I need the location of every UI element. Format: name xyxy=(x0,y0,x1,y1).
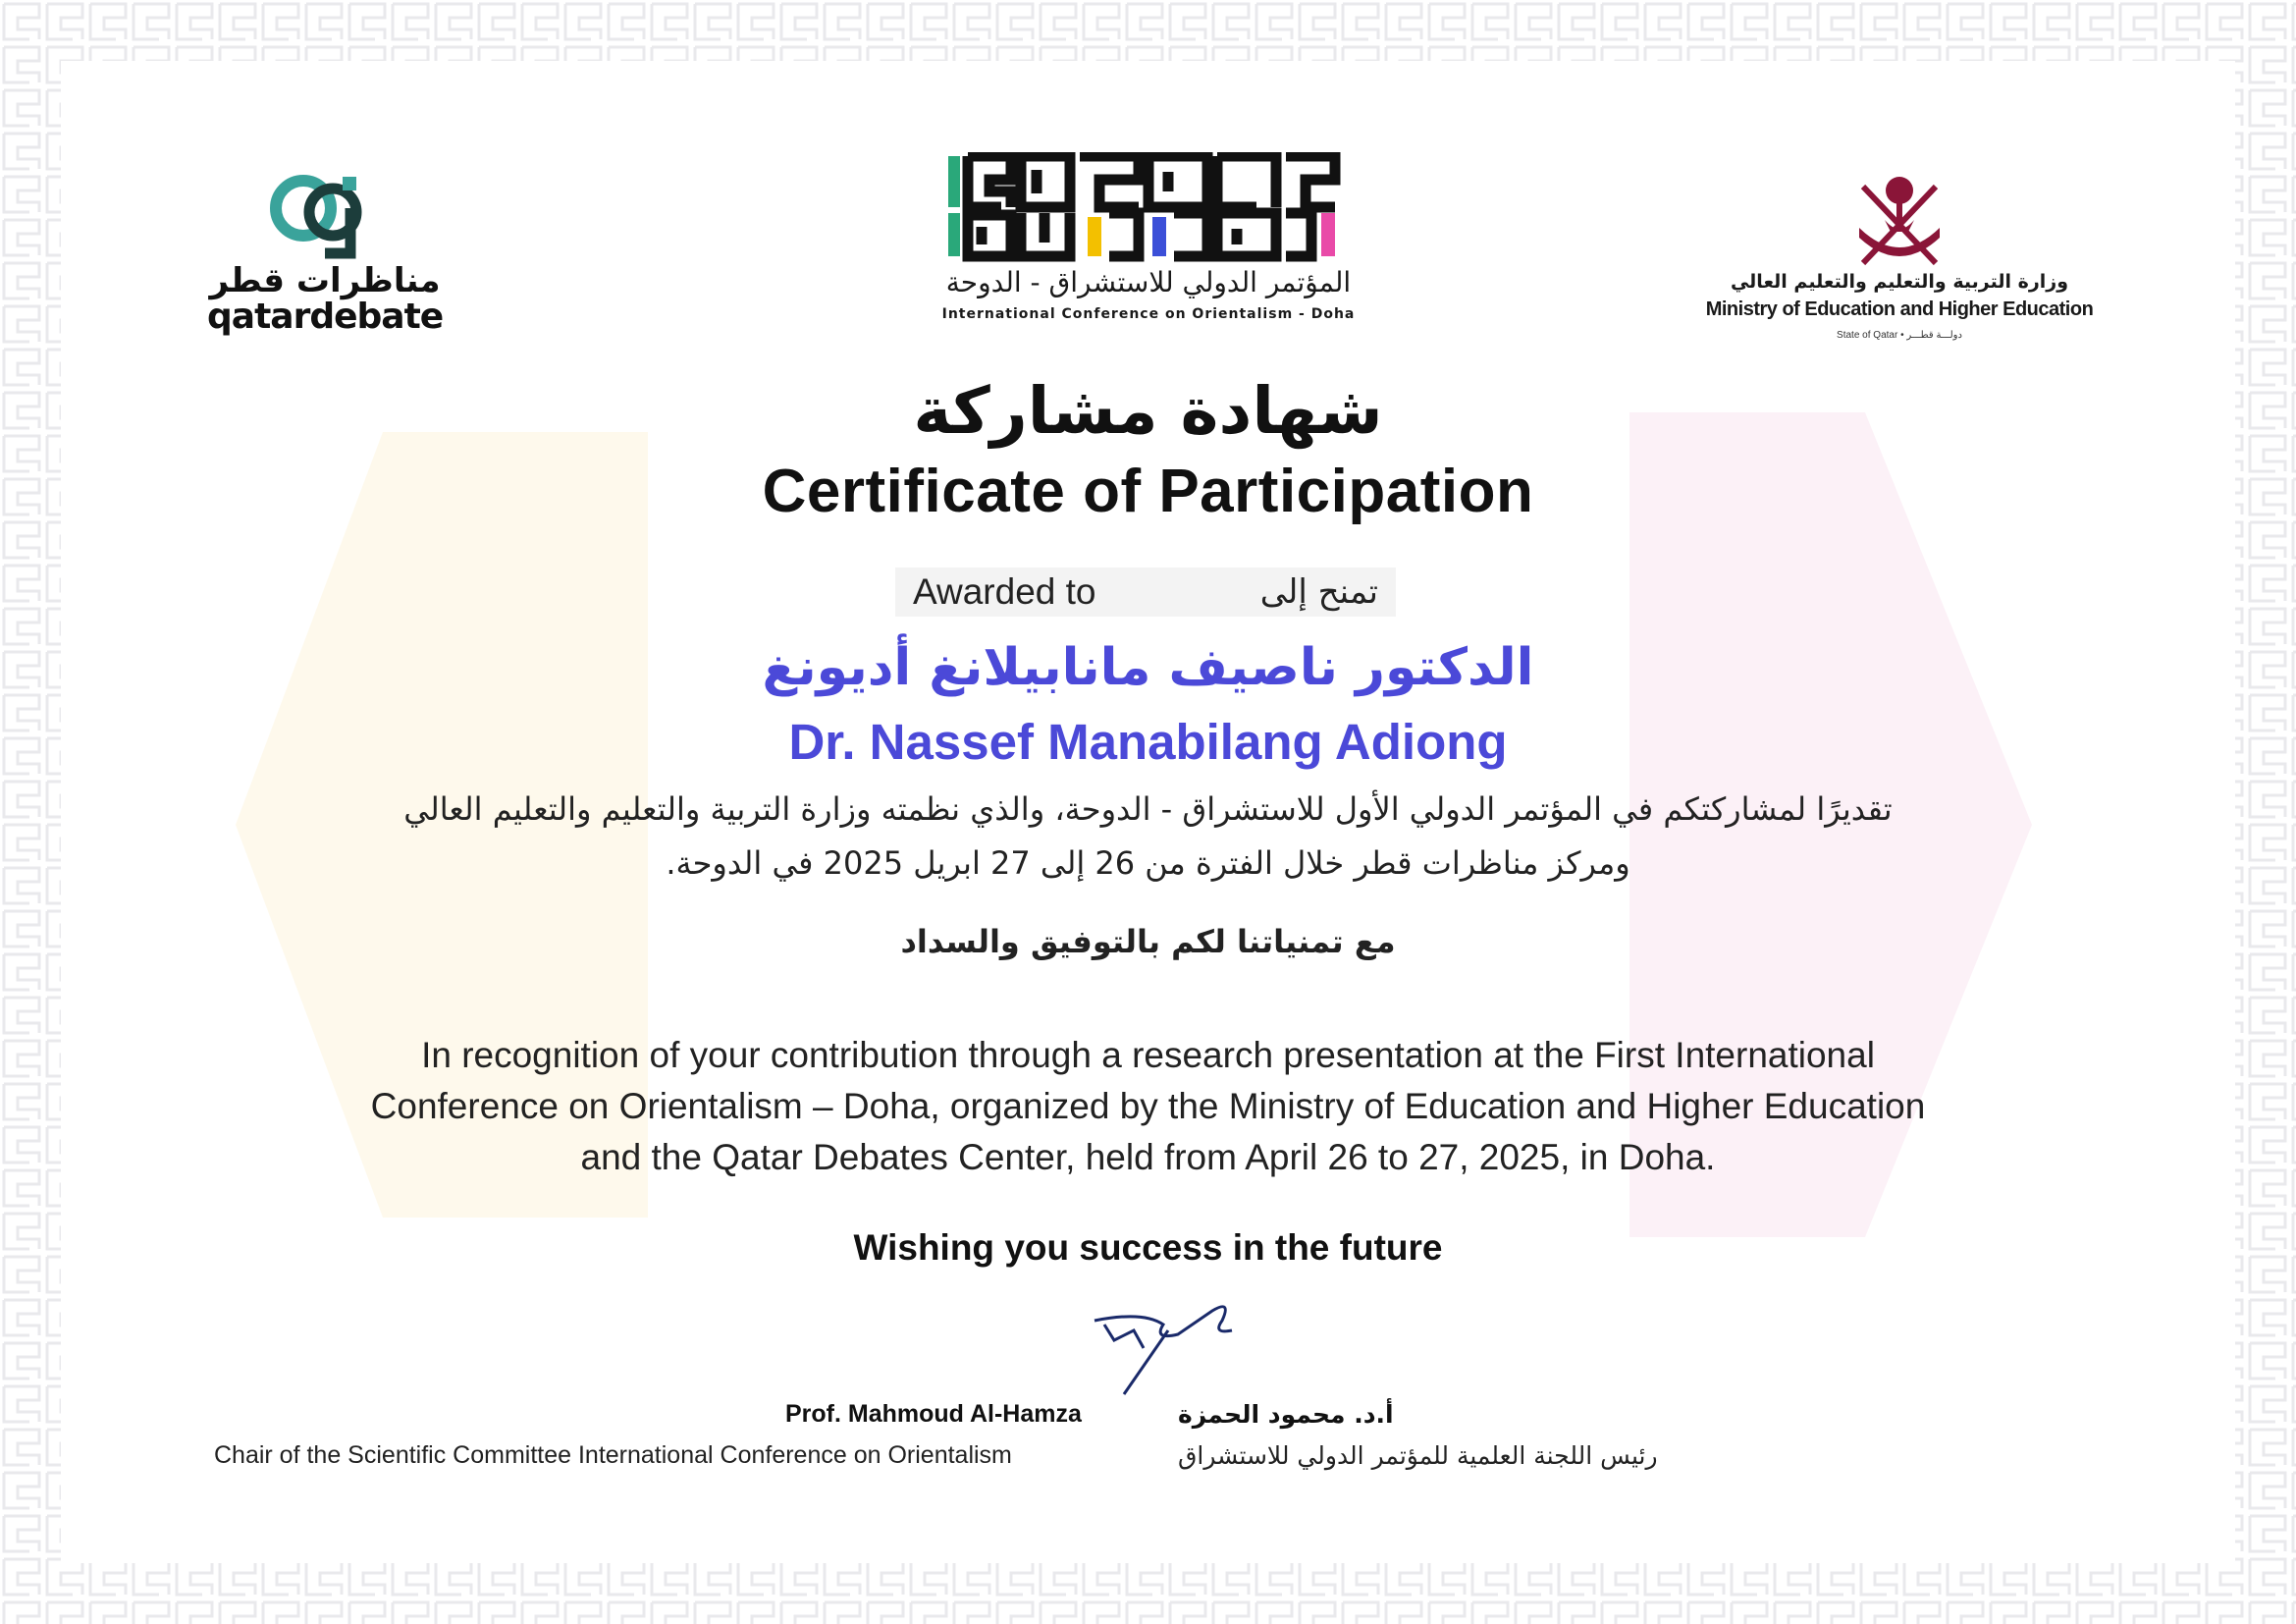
body-english-line1: In recognition of your contribution through a research presentation at the First International xyxy=(421,1035,1875,1075)
signatory-name-arabic: أ.د. محمود الحمزة xyxy=(1178,1400,1394,1429)
recipient-english: Dr. Nassef Manabilang Adiong xyxy=(788,714,1508,770)
signature-scribble-icon xyxy=(1085,1291,1252,1399)
conference-english: International Conference on Orientalism - Doha xyxy=(941,306,1356,322)
ministry-logo xyxy=(1688,165,2110,352)
qatar-debate-latin: qatardebate xyxy=(207,297,444,337)
title-english: Certificate of Participation xyxy=(762,458,1534,525)
ministry-arabic: وزارة التربية والتعليم والتعليم العالي xyxy=(1730,271,2069,293)
body-arabic-line2: ومركز مناظرات قطر خلال الفترة من 26 إلى 27 ابريل 2025 في الدوحة. xyxy=(666,844,1630,882)
awarded-to-banner xyxy=(895,568,1396,617)
awarded-box xyxy=(895,568,1396,617)
wish-arabic: مع تمنياتنا لكم بالتوفيق والسداد xyxy=(900,923,1396,960)
body-english-line3: and the Qatar Debates Center, held from April 26 to 27, 2025, in Doha. xyxy=(580,1137,1716,1177)
recipient-arabic: الدكتور ناصيف مانابيلانغ أديونغ xyxy=(762,638,1534,697)
conference-kufic-icon xyxy=(942,152,1355,262)
ministry-state: State of Qatar • دولـــة قطـــر xyxy=(1837,330,1962,341)
signatory-role-arabic: رئيس اللجنة العلمية للمؤتمر الدولي للاستشراق xyxy=(1178,1441,1658,1470)
qatar-debate-logo xyxy=(201,165,447,342)
ministry-english: Ministry of Education and Higher Education xyxy=(1705,298,2094,320)
conference-arabic: المؤتمر الدولي للاستشراق - الدوحة xyxy=(945,266,1352,298)
ministry-emblem-icon xyxy=(1845,169,1953,275)
qatar-debate-arabic: مناظرات قطر xyxy=(209,261,441,300)
title-arabic: شهادة مشاركة xyxy=(913,373,1383,449)
body-arabic-line1: تقديرًا لمشاركتكم في المؤتمر الدولي الأول للاستشراق - الدوحة، والذي نظمته وزارة التربية والتعليم والتعليم العالي xyxy=(403,790,1893,828)
wish-english: Wishing you success in the future xyxy=(853,1227,1443,1268)
awarded-arabic: تمنح إلى xyxy=(1259,572,1378,612)
awarded-english: Awarded to xyxy=(913,571,1096,612)
qatar-debate-emblem-icon xyxy=(264,169,382,263)
body-english-line2: Conference on Orientalism – Doha, organized by the Ministry of Education and Higher Education xyxy=(370,1086,1926,1126)
signatory-name-english: Prof. Mahmoud Al-Hamza xyxy=(785,1400,1082,1428)
signatory-role-english: Chair of the Scientific Committee International Conference on Orientalism xyxy=(214,1441,1012,1469)
conference-logo xyxy=(923,152,1374,339)
